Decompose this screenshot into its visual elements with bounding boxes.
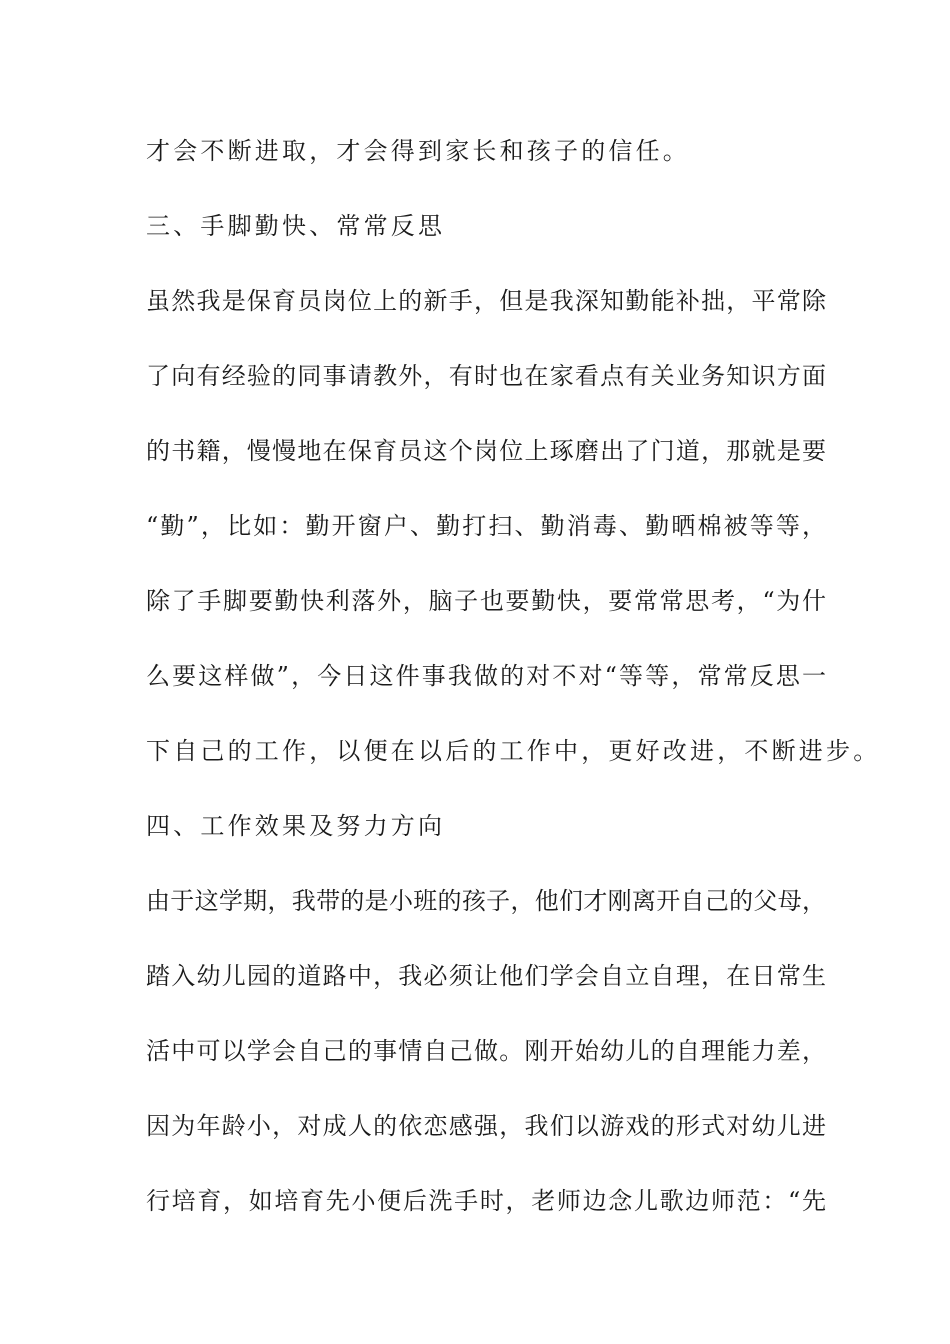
- text-line: 了向有经验的同事请教外，有时也在家看点有关业务知识方面: [146, 362, 826, 390]
- section-heading: 四、工作效果及努力方向: [146, 812, 446, 840]
- text-line: 因为年龄小，对成人的依恋感强，我们以游戏的形式对幼儿进: [146, 1112, 826, 1140]
- text-line: 由于这学期，我带的是小班的孩子，他们才刚离开自己的父母，: [146, 887, 826, 915]
- text-line: 下自己的工作，以便在以后的工作中，更好改进，不断进步。: [146, 737, 881, 765]
- text-line: 活中可以学会自己的事情自己做。刚开始幼儿的自理能力差，: [146, 1037, 826, 1065]
- text-line: “勤”，比如：勤开窗户、勤打扫、勤消毒、勤晒棉被等等，: [146, 512, 826, 540]
- text-line: 的书籍，慢慢地在保育员这个岗位上琢磨出了门道，那就是要: [146, 437, 826, 465]
- text-line: 虽然我是保育员岗位上的新手，但是我深知勤能补拙，平常除: [146, 287, 826, 315]
- text-line: 踏入幼儿园的道路中，我必须让他们学会自立自理，在日常生: [146, 962, 826, 990]
- text-line: 除了手脚要勤快利落外，脑子也要勤快，要常常思考，“为什: [146, 587, 826, 615]
- section-heading: 三、手脚勤快、常常反思: [146, 212, 446, 240]
- text-line: 行培育，如培育先小便后洗手时，老师边念儿歌边师范：“先: [146, 1187, 826, 1215]
- text-line: 才会不断进取，才会得到家长和孩子的信任。: [146, 137, 690, 165]
- text-line: 么要这样做”，今日这件事我做的对不对“等等，常常反思一: [146, 662, 826, 690]
